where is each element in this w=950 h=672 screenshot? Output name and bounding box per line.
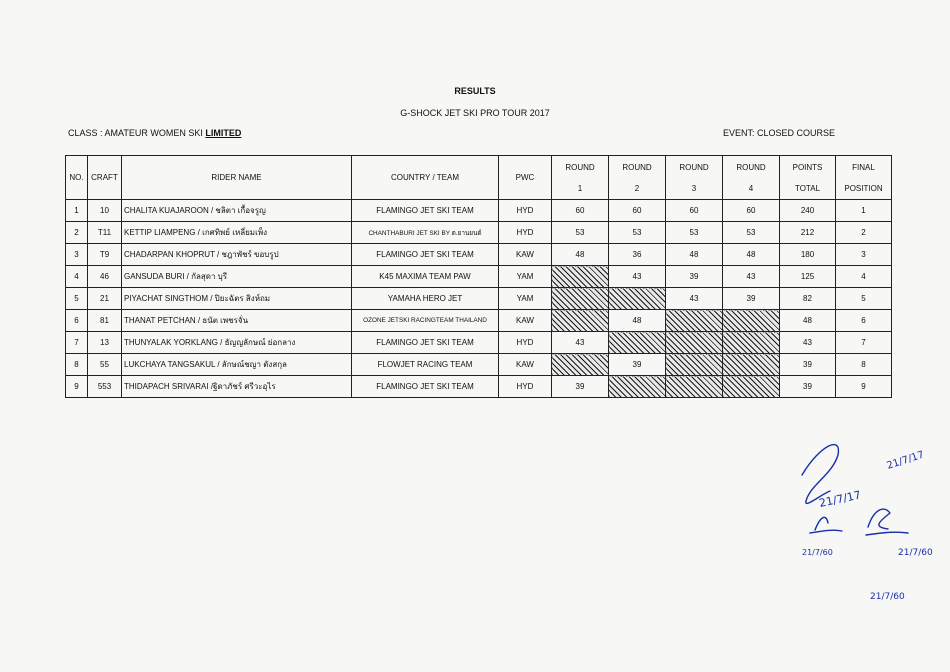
cell-team: YAMAHA HERO JET — [352, 288, 499, 310]
col-rider: RIDER NAME — [122, 156, 352, 200]
cell-craft: 10 — [88, 200, 122, 222]
cell-round-2: 48 — [609, 310, 666, 332]
cell-pwc: KAW — [499, 244, 552, 266]
cell-round-3: 43 — [666, 288, 723, 310]
cell-points: 39 — [780, 354, 836, 376]
col-final-position: FINAL POSITION — [836, 156, 892, 200]
results-table — [65, 155, 892, 398]
table-row — [66, 376, 892, 398]
table-row — [66, 288, 892, 310]
table-row — [66, 222, 892, 244]
cell-round-4 — [723, 376, 780, 398]
cell-no: 8 — [66, 354, 88, 376]
cell-round-1: 43 — [552, 332, 609, 354]
signature-date-3: 21/7/60 — [802, 548, 833, 557]
cell-pwc: KAW — [499, 354, 552, 376]
cell-team: FLOWJET RACING TEAM — [352, 354, 499, 376]
cell-points: 82 — [780, 288, 836, 310]
table-header-row — [66, 156, 892, 200]
cell-craft: 21 — [88, 288, 122, 310]
cell-team: CHANTHABURI JET SKI BY ต.ยานยนต์ — [352, 222, 499, 244]
class-label: CLASS : AMATEUR WOMEN SKI LIMITED — [68, 128, 242, 138]
class-emphasis: LIMITED — [205, 128, 242, 138]
cell-rider: GANSUDA BURI / กัลสุดา บุรี — [122, 266, 352, 288]
cell-rider: THIDAPACH SRIVARAI /ฐิดาภัชร์ ศรีวะอุไร — [122, 376, 352, 398]
cell-no: 2 — [66, 222, 88, 244]
cell-rider: CHADARPAN KHOPRUT / ชฎาพัชร์ ขอบรูป — [122, 244, 352, 266]
cell-pwc: KAW — [499, 310, 552, 332]
cell-round-1 — [552, 310, 609, 332]
table-row — [66, 332, 892, 354]
cell-round-4: 53 — [723, 222, 780, 244]
cell-round-1 — [552, 266, 609, 288]
cell-round-2: 43 — [609, 266, 666, 288]
cell-round-1: 39 — [552, 376, 609, 398]
cell-team: FLAMINGO JET SKI TEAM — [352, 200, 499, 222]
cell-round-4: 43 — [723, 266, 780, 288]
cell-no: 6 — [66, 310, 88, 332]
cell-round-1: 60 — [552, 200, 609, 222]
cell-round-3: 60 — [666, 200, 723, 222]
cell-craft: 13 — [88, 332, 122, 354]
cell-round-4 — [723, 354, 780, 376]
cell-points: 240 — [780, 200, 836, 222]
cell-round-2 — [609, 376, 666, 398]
cell-rider: THUNYALAK YORKLANG / ธัญญลักษณ์ ย่อกลาง — [122, 332, 352, 354]
cell-team: OZONE JETSKI RACINGTEAM THAILAND — [352, 310, 499, 332]
table-row — [66, 310, 892, 332]
cell-round-2: 53 — [609, 222, 666, 244]
cell-pwc: YAM — [499, 288, 552, 310]
cell-round-4: 48 — [723, 244, 780, 266]
cell-round-3: 39 — [666, 266, 723, 288]
signature-date-2: 21/7/17 — [885, 449, 926, 472]
cell-no: 3 — [66, 244, 88, 266]
cell-pwc: YAM — [499, 266, 552, 288]
event-subtitle: G-SHOCK JET SKI PRO TOUR 2017 — [400, 108, 550, 118]
cell-rider: LUKCHAYA TANGSAKUL / ลักษณ์ชญา ตังสกุล — [122, 354, 352, 376]
cell-round-4 — [723, 332, 780, 354]
page-title: RESULTS — [454, 86, 496, 96]
cell-round-4: 39 — [723, 288, 780, 310]
cell-no: 1 — [66, 200, 88, 222]
signatures-area — [780, 405, 950, 615]
table-row — [66, 200, 892, 222]
cell-pwc: HYD — [499, 200, 552, 222]
col-pwc: PWC — [499, 156, 552, 200]
table-row — [66, 266, 892, 288]
cell-team: FLAMINGO JET SKI TEAM — [352, 332, 499, 354]
cell-craft: T11 — [88, 222, 122, 244]
cell-position: 8 — [836, 354, 892, 376]
cell-round-1 — [552, 354, 609, 376]
cell-points: 212 — [780, 222, 836, 244]
cell-craft: 55 — [88, 354, 122, 376]
col-round-3: ROUND 3 — [666, 156, 723, 200]
cell-round-1 — [552, 288, 609, 310]
cell-round-3 — [666, 376, 723, 398]
col-team: COUNTRY / TEAM — [352, 156, 499, 200]
cell-round-1: 53 — [552, 222, 609, 244]
signature-date-5: 21/7/60 — [870, 592, 905, 602]
cell-pwc: HYD — [499, 332, 552, 354]
cell-craft: T9 — [88, 244, 122, 266]
cell-no: 9 — [66, 376, 88, 398]
cell-rider: KETTIP LIAMPENG / เกศทิพย์ เหลี่ยมเพ็ง — [122, 222, 352, 244]
cell-craft: 46 — [88, 266, 122, 288]
cell-round-3 — [666, 354, 723, 376]
cell-position: 7 — [836, 332, 892, 354]
cell-round-3 — [666, 332, 723, 354]
cell-points: 180 — [780, 244, 836, 266]
col-round-1: ROUND 1 — [552, 156, 609, 200]
cell-round-4 — [723, 310, 780, 332]
signature-date-4: 21/7/60 — [898, 548, 933, 558]
cell-pwc: HYD — [499, 222, 552, 244]
cell-pwc: HYD — [499, 376, 552, 398]
cell-round-2: 60 — [609, 200, 666, 222]
cell-round-1: 48 — [552, 244, 609, 266]
signature-2 — [810, 517, 842, 533]
col-round-2: ROUND 2 — [609, 156, 666, 200]
cell-no: 7 — [66, 332, 88, 354]
col-round-4: ROUND 4 — [723, 156, 780, 200]
cell-team: K45 MAXIMA TEAM PAW — [352, 266, 499, 288]
cell-no: 5 — [66, 288, 88, 310]
col-craft: CRAFT — [88, 156, 122, 200]
cell-points: 43 — [780, 332, 836, 354]
signature-3 — [866, 509, 908, 535]
cell-position: 6 — [836, 310, 892, 332]
col-points-total: POINTS TOTAL — [780, 156, 836, 200]
signature-date-1: 21/7/17 — [817, 488, 863, 510]
cell-points: 39 — [780, 376, 836, 398]
cell-round-2 — [609, 332, 666, 354]
cell-rider: THANAT PETCHAN / ธนัต เพชรจั่น — [122, 310, 352, 332]
cell-round-3 — [666, 310, 723, 332]
cell-position: 4 — [836, 266, 892, 288]
cell-round-2: 39 — [609, 354, 666, 376]
cell-position: 9 — [836, 376, 892, 398]
cell-position: 5 — [836, 288, 892, 310]
cell-craft: 553 — [88, 376, 122, 398]
cell-no: 4 — [66, 266, 88, 288]
col-no: NO. — [66, 156, 88, 200]
event-label: EVENT: CLOSED COURSE — [723, 128, 836, 138]
cell-round-2 — [609, 288, 666, 310]
cell-team: FLAMINGO JET SKI TEAM — [352, 376, 499, 398]
cell-points: 48 — [780, 310, 836, 332]
cell-position: 1 — [836, 200, 892, 222]
cell-round-2: 36 — [609, 244, 666, 266]
cell-round-4: 60 — [723, 200, 780, 222]
cell-round-3: 48 — [666, 244, 723, 266]
cell-craft: 81 — [88, 310, 122, 332]
cell-rider: PIYACHAT SINGTHOM / ปิยะฉัตร สิงห์ถม — [122, 288, 352, 310]
cell-team: FLAMINGO JET SKI TEAM — [352, 244, 499, 266]
cell-rider: CHALITA KUAJAROON / ชลิตา เกื้อจรูญ — [122, 200, 352, 222]
table-row — [66, 354, 892, 376]
cell-points: 125 — [780, 266, 836, 288]
cell-position: 3 — [836, 244, 892, 266]
table-row — [66, 244, 892, 266]
cell-round-3: 53 — [666, 222, 723, 244]
cell-position: 2 — [836, 222, 892, 244]
